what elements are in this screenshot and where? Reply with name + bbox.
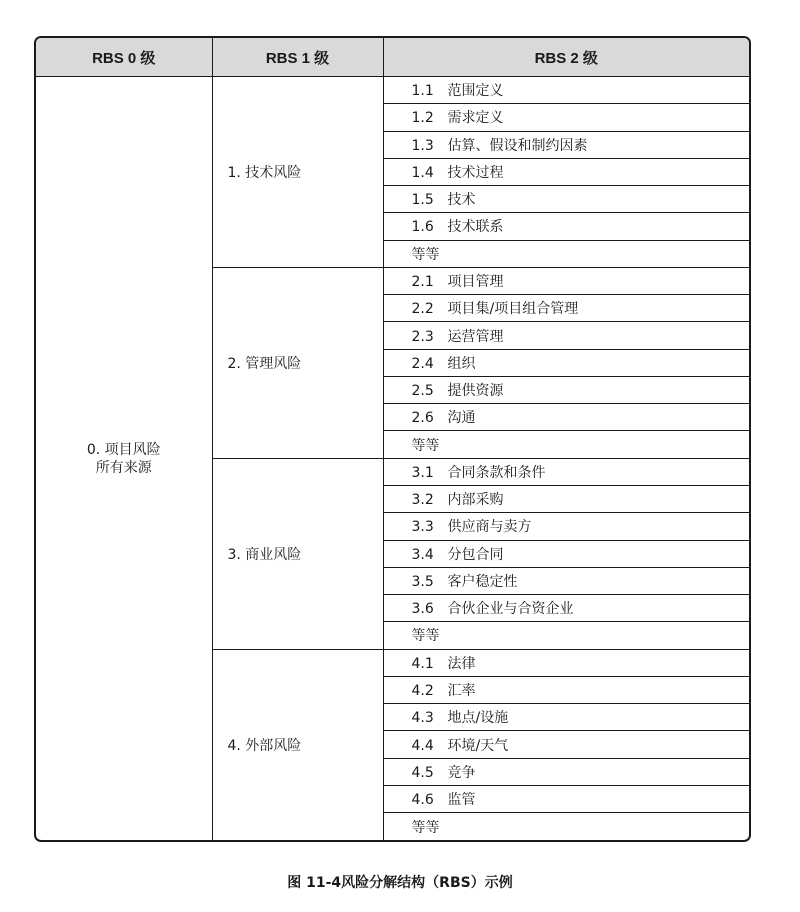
table-row bbox=[36, 77, 749, 104]
rbs-item-number: 3.2 bbox=[411, 492, 434, 509]
rbs-level-2-cell bbox=[383, 540, 749, 567]
rbs-level-1-cell: 3. 商业风险 bbox=[212, 458, 383, 649]
rbs-item-label: 合伙企业与合资企业 bbox=[447, 601, 574, 618]
rbs-level-1-cell: 4. 外部风险 bbox=[212, 649, 383, 840]
rbs-level-2-cell bbox=[383, 104, 749, 131]
rbs-item-number: 1.2 bbox=[411, 110, 434, 127]
rbs-item-label: 项目管理 bbox=[447, 273, 504, 290]
rbs-item-number: 2.5 bbox=[411, 383, 434, 400]
rbs-item-number: 2.1 bbox=[411, 273, 434, 290]
rbs-item-label: 分包合同 bbox=[447, 546, 504, 563]
rbs-item-number: 2.4 bbox=[411, 355, 434, 372]
rbs-item-label: 技术过程 bbox=[447, 164, 504, 181]
rbs-level-2-cell bbox=[383, 567, 749, 594]
rbs-item-number: 2.2 bbox=[411, 301, 434, 318]
rbs-item-label: 需求定义 bbox=[447, 110, 504, 127]
rbs-item-label: 客户稳定性 bbox=[447, 573, 518, 590]
rbs-item-label: 环境/天气 bbox=[447, 737, 509, 754]
rbs-level-2-cell bbox=[383, 758, 749, 785]
rbs-item-label: 法律 bbox=[447, 655, 476, 672]
rbs-level-1-cell: 2. 管理风险 bbox=[212, 267, 383, 458]
rbs-level-2-cell bbox=[383, 295, 749, 322]
rbs-level-2-cell bbox=[383, 485, 749, 512]
rbs-item-label: 技术联系 bbox=[447, 219, 504, 236]
rbs-item-label: 项目集/项目组合管理 bbox=[447, 301, 579, 318]
rbs-item-label: 组织 bbox=[447, 355, 476, 372]
rbs-level-1-cell: 1. 技术风险 bbox=[212, 77, 383, 268]
rbs-level-0-label: 0. 项目风险 bbox=[86, 441, 161, 458]
rbs-item-label: 等等 bbox=[411, 628, 440, 645]
rbs-level-2-cell bbox=[383, 813, 749, 840]
rbs-item-label: 内部采购 bbox=[447, 492, 504, 509]
rbs-item-number: 4.4 bbox=[411, 737, 434, 754]
rbs-level-2-cell bbox=[383, 431, 749, 458]
rbs-item-label: 估算、假设和制约因素 bbox=[447, 137, 588, 154]
rbs-item-label: 提供资源 bbox=[447, 383, 504, 400]
rbs-level-2-cell bbox=[383, 513, 749, 540]
rbs-level-0-cell bbox=[36, 77, 212, 841]
rbs-level-2-cell bbox=[383, 267, 749, 294]
rbs-item-number: 3.4 bbox=[411, 546, 434, 563]
rbs-level-2-cell bbox=[383, 186, 749, 213]
rbs-item-number: 3.1 bbox=[411, 464, 434, 481]
header-row bbox=[36, 38, 749, 77]
rbs-item-number: 4.3 bbox=[411, 710, 434, 727]
rbs-item-label: 供应商与卖方 bbox=[447, 519, 532, 536]
header-rbs-level-0: RBS 0 级 bbox=[36, 38, 212, 77]
rbs-level-2-cell bbox=[383, 376, 749, 403]
rbs-level-2-cell bbox=[383, 77, 749, 104]
rbs-item-number: 1.1 bbox=[411, 83, 434, 100]
rbs-item-number: 4.5 bbox=[411, 764, 434, 781]
rbs-level-2-cell bbox=[383, 131, 749, 158]
rbs-item-number: 1.4 bbox=[411, 164, 434, 181]
rbs-item-number: 1.3 bbox=[411, 137, 434, 154]
rbs-item-label: 监管 bbox=[447, 792, 476, 809]
rbs-item-number: 3.3 bbox=[411, 519, 434, 536]
rbs-level-2-cell bbox=[383, 213, 749, 240]
rbs-item-number: 1.5 bbox=[411, 192, 434, 209]
rbs-level-0-label: 所有来源 bbox=[95, 459, 152, 476]
rbs-level-2-cell bbox=[383, 595, 749, 622]
rbs-table-body bbox=[36, 77, 749, 841]
rbs-item-label: 运营管理 bbox=[447, 328, 504, 345]
rbs-item-label: 范围定义 bbox=[447, 83, 504, 100]
rbs-level-2-cell bbox=[383, 785, 749, 812]
rbs-level-2-cell bbox=[383, 649, 749, 676]
figure-caption: 图 11-4风险分解结构（RBS）示例 bbox=[287, 875, 513, 891]
rbs-item-number: 4.2 bbox=[411, 682, 434, 699]
rbs-item-label: 竞争 bbox=[447, 764, 476, 781]
rbs-table-frame bbox=[34, 36, 751, 842]
rbs-level-2-cell bbox=[383, 349, 749, 376]
rbs-item-label: 等等 bbox=[411, 246, 440, 263]
rbs-level-2-cell bbox=[383, 404, 749, 431]
rbs-item-label: 沟通 bbox=[447, 410, 476, 427]
rbs-item-number: 3.5 bbox=[411, 573, 434, 590]
rbs-item-number: 2.6 bbox=[411, 410, 434, 427]
rbs-item-number: 2.3 bbox=[411, 328, 434, 345]
rbs-level-2-cell bbox=[383, 322, 749, 349]
rbs-item-number: 4.1 bbox=[411, 655, 434, 672]
rbs-item-label: 等等 bbox=[411, 819, 440, 836]
rbs-level-2-cell bbox=[383, 458, 749, 485]
rbs-item-label: 地点/设施 bbox=[447, 710, 509, 727]
rbs-level-2-cell bbox=[383, 158, 749, 185]
rbs-item-number: 4.6 bbox=[411, 792, 434, 809]
rbs-level-2-cell bbox=[383, 240, 749, 267]
rbs-item-label: 技术 bbox=[447, 192, 476, 209]
rbs-table bbox=[36, 38, 749, 840]
header-rbs-level-2: RBS 2 级 bbox=[383, 38, 749, 77]
rbs-item-label: 等等 bbox=[411, 437, 440, 454]
rbs-item-label: 汇率 bbox=[447, 682, 476, 699]
rbs-level-2-cell bbox=[383, 622, 749, 649]
rbs-level-2-cell bbox=[383, 731, 749, 758]
header-rbs-level-1: RBS 1 级 bbox=[212, 38, 383, 77]
rbs-level-2-cell bbox=[383, 704, 749, 731]
rbs-level-2-cell bbox=[383, 676, 749, 703]
rbs-item-number: 1.6 bbox=[411, 219, 434, 236]
rbs-item-label: 合同条款和条件 bbox=[447, 464, 546, 481]
rbs-item-number: 3.6 bbox=[411, 601, 434, 618]
